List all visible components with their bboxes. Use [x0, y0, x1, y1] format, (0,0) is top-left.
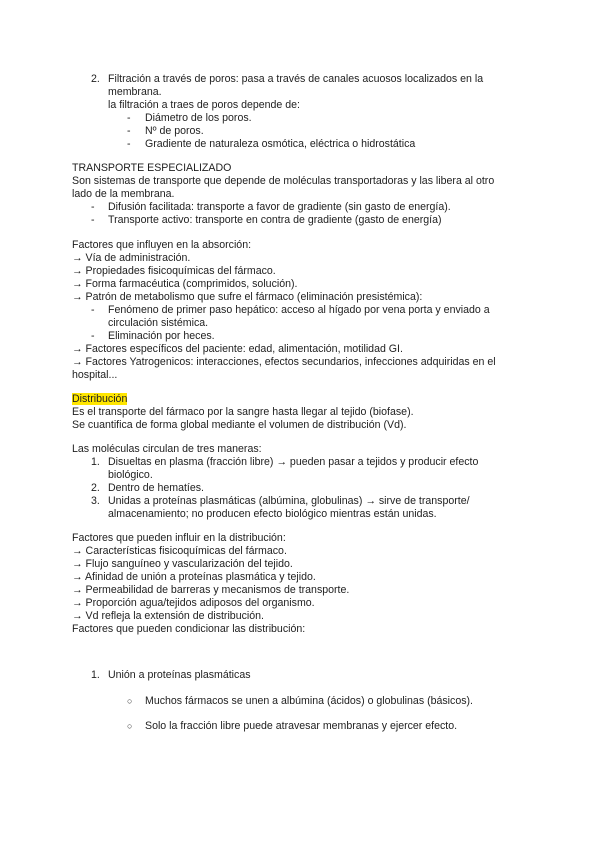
filtracion-line-2: membrana.: [108, 86, 162, 98]
bullet-dash: -: [91, 330, 95, 342]
circle-bullet-icon: ○: [127, 721, 133, 731]
factor-line: → Flujo sanguíneo y vascularización del tejido.: [72, 558, 293, 570]
list-item: biológico.: [108, 469, 153, 481]
circle-bullet-icon: ○: [127, 696, 133, 706]
filtracion-subhead: la filtración a traes de poros depende de:: [108, 99, 300, 111]
factor-line: → Patrón de metabolismo que sufre el fármaco (eliminación presistémica):: [72, 291, 423, 303]
list-item: almacenamiento; no producen efecto biológico mientras están unidas.: [108, 508, 437, 520]
list-item: Fenómeno de primer paso hepático: acceso al hígado por vena porta y enviado a: [108, 304, 490, 316]
factor-line: → Vía de administración.: [72, 252, 191, 264]
section-title: [72, 393, 127, 406]
section-title: TRANSPORTE ESPECIALIZADO: [72, 162, 232, 174]
list-item: Eliminación por heces.: [108, 330, 215, 342]
list-item: Disueltas en plasma (fracción libre) → pueden pasar a tejidos y producir efecto: [108, 456, 479, 468]
list-item: Dentro de hematíes.: [108, 482, 204, 494]
list-item: Muchos fármacos se unen a albúmina (ácidos) o globulinas (básicos).: [145, 695, 473, 707]
factor-line: → Características fisicoquímicas del fármaco.: [72, 545, 287, 557]
paragraph-line: Se cuantifica de forma global mediante el volumen de distribución (Vd).: [72, 419, 407, 431]
list-number: 2.: [91, 73, 100, 85]
list-number: 1.: [91, 669, 100, 681]
list-number: 3.: [91, 495, 100, 507]
list-item: circulación sistémica.: [108, 317, 209, 329]
paragraph-line: lado de la membrana.: [72, 188, 175, 200]
list-item: Diámetro de los poros.: [145, 112, 252, 124]
paragraph-line: Factores que pueden influir en la distribución:: [72, 532, 286, 544]
list-item: Solo la fracción libre puede atravesar membranas y ejercer efecto.: [145, 720, 458, 732]
list-number: 1.: [91, 456, 100, 468]
bullet-dash: -: [127, 138, 131, 150]
factor-line: → Propiedades fisicoquímicas del fármaco.: [72, 265, 276, 277]
factor-line: → Vd refleja la extensión de distribución.: [72, 610, 264, 622]
factor-line: hospital...: [72, 369, 118, 381]
list-item: Unidas a proteínas plasmáticas (albúmina, globulinas) → sirve de transporte/: [108, 495, 470, 507]
paragraph-line: Es el transporte del fármaco por la sangre hasta llegar al tejido (biofase).: [72, 406, 414, 418]
factor-line: → Afinidad de unión a proteínas plasmática y tejido.: [72, 571, 316, 583]
bullet-dash: -: [91, 304, 95, 316]
bullet-dash: -: [127, 125, 131, 137]
list-item: Gradiente de naturaleza osmótica, eléctrica o hidrostática: [145, 138, 416, 150]
section-title: Factores que influyen en la absorción:: [72, 239, 252, 251]
factor-line: → Forma farmacéutica (comprimidos, solución).: [72, 278, 298, 290]
filtracion-line-1: Filtración a través de poros: pasa a través de canales acuosos localizados en la: [108, 73, 484, 85]
list-item: Transporte activo: transporte en contra de gradiente (gasto de energía): [108, 214, 442, 226]
list-number: 2.: [91, 482, 100, 494]
list-item: Difusión facilitada: transporte a favor de gradiente (sin gasto de energía).: [108, 201, 451, 213]
bullet-dash: -: [91, 214, 95, 226]
bullet-dash: -: [127, 112, 131, 124]
paragraph-line: Son sistemas de transporte que depende de moléculas transportadoras y las libera al otro: [72, 175, 495, 187]
factor-line: → Factores específicos del paciente: edad, alimentación, motilidad GI.: [72, 343, 403, 355]
bullet-dash: -: [91, 201, 95, 213]
factor-line: → Proporción agua/tejidos adiposos del organismo.: [72, 597, 315, 609]
factor-line: → Factores Yatrogenicos: interacciones, efectos secundarios, infecciones adquiridas en el: [72, 356, 496, 368]
list-item-title: Unión a proteínas plasmáticas: [108, 669, 251, 681]
list-item: Nº de poros.: [145, 125, 204, 137]
paragraph-line: Las moléculas circulan de tres maneras:: [72, 443, 262, 455]
paragraph-line: Factores que pueden condicionar las distribución:: [72, 623, 306, 635]
factor-line: → Permeabilidad de barreras y mecanismos de transporte.: [72, 584, 350, 596]
highlighted-title: Distribución: [72, 393, 128, 405]
